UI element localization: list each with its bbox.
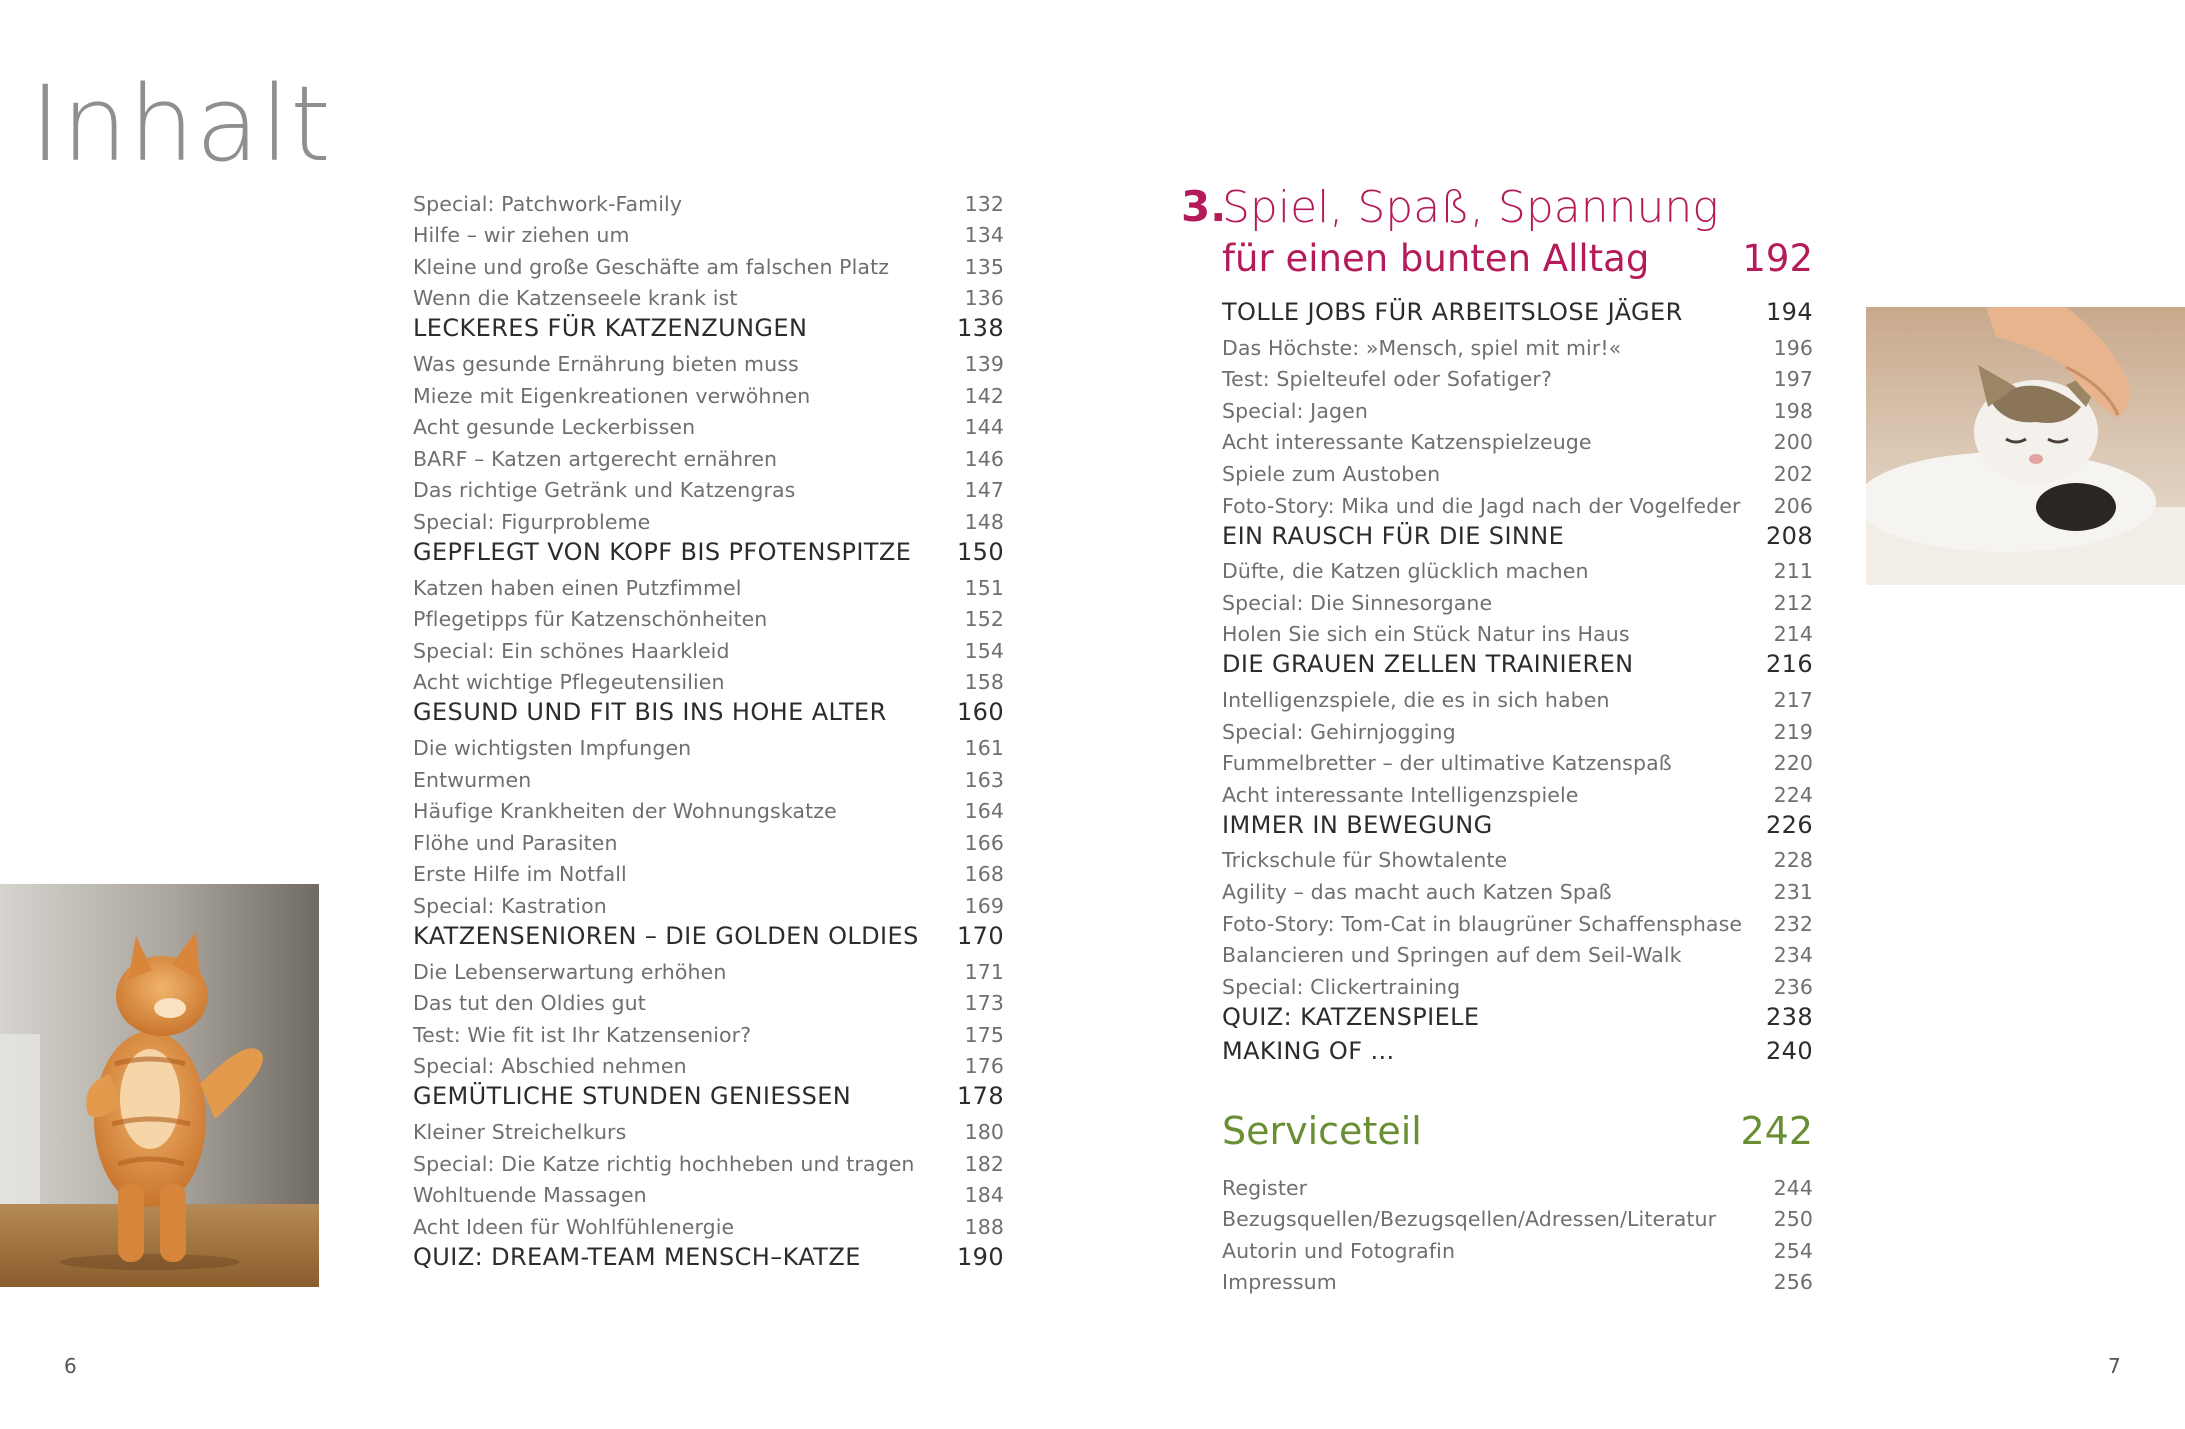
- toc-section-entry: [1222, 290, 1813, 324]
- toc-entry: [413, 948, 1004, 982]
- toc-entry-title: MAKING OF ...: [1222, 1036, 1395, 1065]
- toc-entry: [1222, 356, 1813, 390]
- toc-entry-title: Erste Hilfe im Notfall: [413, 862, 627, 887]
- toc-entry-page: 135: [964, 254, 1004, 279]
- toc-entry: [413, 627, 1004, 661]
- toc-entry-title: Das richtige Getränk und Katzengras: [413, 478, 796, 503]
- toc-entry-title: Mieze mit Eigenkreationen verwöhnen: [413, 383, 811, 408]
- toc-entry-title: GEMÜTLICHE STUNDEN GENIESSEN: [413, 1082, 852, 1111]
- toc-entry-page: 154: [964, 638, 1004, 663]
- toc-entry: [413, 1108, 1004, 1142]
- toc-entry-page: 197: [1773, 367, 1813, 392]
- toc-section-entry: [413, 1074, 1004, 1111]
- toc-entry-page: 163: [964, 767, 1004, 792]
- toc-entry-page: 148: [964, 509, 1004, 534]
- toc-section-entry: [1222, 803, 1813, 837]
- toc-entry: [1222, 450, 1813, 484]
- toc-entry-page: 194: [1765, 298, 1813, 326]
- toc-entry: [1222, 708, 1813, 742]
- toc-entry: [413, 1172, 1004, 1206]
- toc-entry-page: 240: [1765, 1036, 1813, 1065]
- toc-entry-title: TOLLE JOBS FÜR ARBEITSLOSE JÄGER: [1222, 298, 1683, 326]
- toc-entry-title: Katzen haben einen Putzfimmel: [413, 575, 742, 600]
- toc-entry-page: 206: [1773, 493, 1813, 518]
- toc-entry: [413, 980, 1004, 1014]
- toc-entry: [1222, 837, 1813, 871]
- toc-entry: [413, 1011, 1004, 1045]
- toc-entry-title: Impressum: [1222, 1270, 1337, 1295]
- toc-entry-title: Acht Ideen für Wohlfühlenergie: [413, 1214, 735, 1239]
- toc-entry-title: Acht gesunde Leckerbissen: [413, 415, 696, 440]
- service-section-page: 242: [1740, 1109, 1813, 1153]
- toc-entry-title: Flöhe und Parasiten: [413, 830, 618, 855]
- toc-entry-page: 188: [964, 1214, 1004, 1239]
- toc-entry: [1222, 579, 1813, 613]
- toc-entry-title: Wenn die Katzenseele krank ist: [413, 286, 738, 311]
- toc-entry-page: 216: [1765, 650, 1813, 679]
- toc-entry-page: 244: [1773, 1175, 1813, 1200]
- toc-entry: [413, 788, 1004, 822]
- toc-entry: [1222, 740, 1813, 774]
- toc-entry: [1222, 1227, 1813, 1261]
- toc-entry: [1222, 1259, 1813, 1293]
- toc-entry-title: DIE GRAUEN ZELLEN TRAINIEREN: [1222, 650, 1634, 679]
- toc-entry-title: Special: Clickertraining: [1222, 974, 1461, 999]
- toc-entry-page: 168: [964, 862, 1004, 887]
- toc-entry: [1222, 419, 1813, 453]
- toc-entry-page: 175: [964, 1022, 1004, 1047]
- orange-kitten-image: [0, 884, 319, 1287]
- toc-entry: [413, 435, 1004, 469]
- toc-entry: [1222, 932, 1813, 966]
- toc-entry-page: 171: [964, 959, 1004, 984]
- toc-left-column: [413, 180, 1004, 1300]
- toc-entry-title: Pflegetipps für Katzenschönheiten: [413, 607, 768, 632]
- toc-entry-page: 208: [1765, 521, 1813, 550]
- toc-entry-page: 161: [964, 735, 1004, 760]
- toc-entry: [413, 819, 1004, 853]
- toc-entry-title: Special: Jagen: [1222, 398, 1368, 423]
- toc-entry-page: 226: [1765, 810, 1813, 839]
- toc-entry-page: 234: [1773, 943, 1813, 968]
- toc-entry-title: Fummelbretter – der ultimative Katzenspaß: [1222, 751, 1672, 776]
- toc-entry-page: 146: [964, 446, 1004, 471]
- toc-entry-page: 142: [964, 383, 1004, 408]
- toc-section-entry: [1222, 1029, 1813, 1063]
- page-number-left: 6: [64, 1354, 77, 1378]
- toc-entry-page: 144: [964, 415, 1004, 440]
- toc-entry: [413, 404, 1004, 438]
- toc-entry-title: Holen Sie sich ein Stück Natur ins Haus: [1222, 622, 1630, 647]
- toc-entry-page: 158: [964, 670, 1004, 695]
- toc-section-entry: [413, 1235, 1004, 1269]
- toc-entry-title: Special: Die Sinnesorgane: [1222, 590, 1493, 615]
- toc-entry: [413, 340, 1004, 374]
- toc-entry: [1222, 771, 1813, 805]
- toc-entry-page: 224: [1773, 782, 1813, 807]
- toc-entry-title: Foto-Story: Mika und die Jagd nach der Vogelfeder: [1222, 493, 1741, 518]
- toc-entry-page: 169: [964, 893, 1004, 918]
- toc-entry: [1222, 324, 1813, 358]
- toc-entry-title: Special: Die Katze richtig hochheben und tragen: [413, 1151, 915, 1176]
- toc-entry-title: Was gesunde Ernährung bieten muss: [413, 351, 799, 376]
- toc-entry-title: Häufige Krankheiten der Wohnungskatze: [413, 799, 837, 824]
- toc-entry: [1222, 1164, 1813, 1198]
- toc-entry-page: 238: [1765, 1002, 1813, 1031]
- toc-entry-page: 211: [1773, 559, 1813, 584]
- toc-entry-title: Das tut den Oldies gut: [413, 991, 646, 1016]
- page-title: Inhalt: [30, 63, 332, 185]
- toc-section-entry: [1222, 514, 1813, 548]
- toc-entry-page: 202: [1773, 461, 1813, 486]
- toc-entry-page: 150: [956, 538, 1004, 566]
- toc-entry: [1222, 900, 1813, 934]
- toc-entry-title: EIN RAUSCH FÜR DIE SINNE: [1222, 521, 1565, 550]
- toc-entry-page: 250: [1773, 1207, 1813, 1232]
- toc-entry-title: Wohltuende Massagen: [413, 1183, 647, 1208]
- toc-entry-title: Die wichtigsten Impfungen: [413, 735, 692, 760]
- toc-entry-title: LECKERES FÜR KATZENZUNGEN: [413, 314, 808, 343]
- toc-entry-title: Das Höchste: »Mensch, spiel mit mir!«: [1222, 335, 1622, 360]
- toc-entry-title: KATZENSENIOREN – DIE GOLDEN OLDIES: [413, 922, 919, 950]
- toc-entry-title: Acht wichtige Pflegeutensilien: [413, 670, 725, 695]
- toc-entry-page: 214: [1773, 622, 1813, 647]
- toc-entry: [413, 659, 1004, 693]
- toc-entry-title: Intelligenzspiele, die es in sich haben: [1222, 687, 1610, 712]
- toc-section-entry: [413, 530, 1004, 564]
- toc-entry-title: Die Lebenserwartung erhöhen: [413, 959, 727, 984]
- toc-entry: [413, 756, 1004, 790]
- toc-entry: [413, 1140, 1004, 1174]
- toc-entry-title: Entwurmen: [413, 767, 532, 792]
- toc-entry-page: 178: [956, 1082, 1004, 1111]
- toc-entry-page: 132: [964, 191, 1004, 216]
- petting-cat-photo: [1866, 307, 2185, 585]
- toc-entry: [413, 882, 1004, 916]
- toc-entry-page: 173: [964, 991, 1004, 1016]
- toc-entry-page: 198: [1773, 398, 1813, 423]
- toc-entry: [1222, 963, 1813, 997]
- toc-section-entry: [413, 690, 1004, 727]
- toc-entry-page: 176: [964, 1054, 1004, 1079]
- toc-entry-page: 170: [956, 922, 1004, 950]
- petting-cat-image: [1866, 307, 2185, 585]
- toc-entry-title: IMMER IN BEWEGUNG: [1222, 810, 1493, 839]
- toc-entry-page: 164: [964, 799, 1004, 824]
- toc-entry-page: 134: [964, 223, 1004, 248]
- toc-entry: [1222, 548, 1813, 582]
- toc-entry-page: 231: [1773, 879, 1813, 904]
- toc-service-list: [1222, 1164, 1813, 1304]
- toc-entry: [413, 212, 1004, 246]
- toc-entry-title: Spiele zum Austoben: [1222, 461, 1441, 486]
- toc-entry-page: 152: [964, 607, 1004, 632]
- toc-entry-title: Special: Figurprobleme: [413, 509, 651, 534]
- toc-entry-title: GEPFLEGT VON KOPF BIS PFOTENSPITZE: [413, 538, 912, 566]
- toc-entry-title: Special: Patchwork-Family: [413, 191, 683, 216]
- toc-entry-title: Special: Kastration: [413, 893, 607, 918]
- toc-entry-page: 220: [1773, 751, 1813, 776]
- toc-entry: [1222, 868, 1813, 902]
- toc-entry: [413, 372, 1004, 406]
- toc-entry-title: Register: [1222, 1175, 1308, 1200]
- toc-entry-title: QUIZ: KATZENSPIELE: [1222, 1002, 1480, 1031]
- toc-entry-title: Düfte, die Katzen glücklich machen: [1222, 559, 1589, 584]
- toc-entry-page: 217: [1773, 687, 1813, 712]
- page-number-right: 7: [2108, 1354, 2121, 1378]
- toc-entry-title: Test: Wie fit ist Ihr Katzensenior?: [413, 1022, 752, 1047]
- toc-entry: [413, 1043, 1004, 1077]
- toc-entry-title: GESUND UND FIT BIS INS HOHE ALTER: [413, 698, 887, 727]
- toc-entry-page: 147: [964, 478, 1004, 503]
- chapter-subtitle: für einen bunten Alltag: [1222, 237, 1650, 280]
- toc-entry-page: 180: [964, 1119, 1004, 1144]
- toc-section-entry: [413, 306, 1004, 343]
- toc-entry-page: 232: [1773, 911, 1813, 936]
- toc-entry-page: 219: [1773, 719, 1813, 744]
- toc-entry-title: Autorin und Fotografin: [1222, 1238, 1456, 1263]
- toc-entry-title: Foto-Story: Tom-Cat in blaugrüner Schaffensphase: [1222, 911, 1743, 936]
- toc-entry-page: 136: [964, 286, 1004, 311]
- toc-entry-title: Trickschule für Showtalente: [1222, 848, 1508, 873]
- toc-entry: [1222, 676, 1813, 710]
- toc-entry-page: 200: [1773, 430, 1813, 455]
- toc-entry-title: Bezugsquellen/Bezugsqellen/Adressen/Literatur: [1222, 1207, 1717, 1232]
- toc-entry-page: 184: [964, 1183, 1004, 1208]
- kitten-photo: [0, 884, 319, 1287]
- toc-entry-title: QUIZ: DREAM-TEAM MENSCH–KATZE: [413, 1242, 861, 1271]
- toc-entry: [413, 724, 1004, 758]
- toc-section-entry: [413, 914, 1004, 948]
- toc-entry-title: Test: Spielteufel oder Sofatiger?: [1222, 367, 1552, 392]
- toc-entry: [1222, 482, 1813, 516]
- chapter-number: 3.: [1181, 182, 1227, 231]
- toc-entry-page: 196: [1773, 335, 1813, 360]
- toc-entry-title: Balancieren und Springen auf dem Seil-Walk: [1222, 943, 1682, 968]
- toc-entry-page: 212: [1773, 590, 1813, 615]
- toc-entry-title: Special: Gehirnjogging: [1222, 719, 1456, 744]
- toc-section-entry: [1222, 642, 1813, 679]
- toc-entry-page: 236: [1773, 974, 1813, 999]
- toc-entry: [413, 564, 1004, 598]
- toc-entry-page: 254: [1773, 1238, 1813, 1263]
- toc-entry-page: 182: [964, 1151, 1004, 1176]
- toc-entry: [413, 851, 1004, 885]
- service-section-title: Serviceteil: [1222, 1109, 1422, 1153]
- toc-entry-title: Kleine und große Geschäfte am falschen Platz: [413, 254, 890, 279]
- toc-entry: [413, 596, 1004, 630]
- toc-section-entry: [1222, 995, 1813, 1029]
- toc-entry-page: 190: [956, 1242, 1004, 1271]
- toc-entry-title: Special: Abschied nehmen: [413, 1054, 687, 1079]
- toc-entry-page: 160: [956, 698, 1004, 727]
- toc-entry: [413, 243, 1004, 277]
- toc-entry-page: 166: [964, 830, 1004, 855]
- toc-entry-title: Hilfe – wir ziehen um: [413, 223, 630, 248]
- chapter-title: Spiel, Spaß, Spannung: [1222, 182, 1719, 233]
- toc-entry-title: BARF – Katzen artgerecht ernähren: [413, 446, 778, 471]
- toc-entry-page: 228: [1773, 848, 1813, 873]
- toc-entry: [413, 180, 1004, 214]
- toc-entry: [1222, 1196, 1813, 1230]
- toc-entry: [413, 498, 1004, 532]
- chapter-page-number: 192: [1742, 237, 1813, 280]
- toc-entry: [1222, 387, 1813, 421]
- toc-entry-page: 139: [964, 351, 1004, 376]
- toc-entry-title: Acht interessante Katzenspielzeuge: [1222, 430, 1592, 455]
- toc-entry-title: Special: Ein schönes Haarkleid: [413, 638, 730, 663]
- toc-entry-page: 256: [1773, 1270, 1813, 1295]
- toc-entry: [413, 275, 1004, 309]
- toc-entry-page: 138: [956, 314, 1004, 343]
- toc-entry: [413, 1203, 1004, 1237]
- toc-entry-title: Kleiner Streichelkurs: [413, 1119, 627, 1144]
- toc-entry-title: Agility – das macht auch Katzen Spaß: [1222, 879, 1612, 904]
- toc-entry-title: Acht interessante Intelligenzspiele: [1222, 782, 1579, 807]
- toc-entry: [1222, 611, 1813, 645]
- toc-entry-page: 151: [964, 575, 1004, 600]
- toc-right-column: [1222, 290, 1813, 1090]
- toc-entry: [413, 467, 1004, 501]
